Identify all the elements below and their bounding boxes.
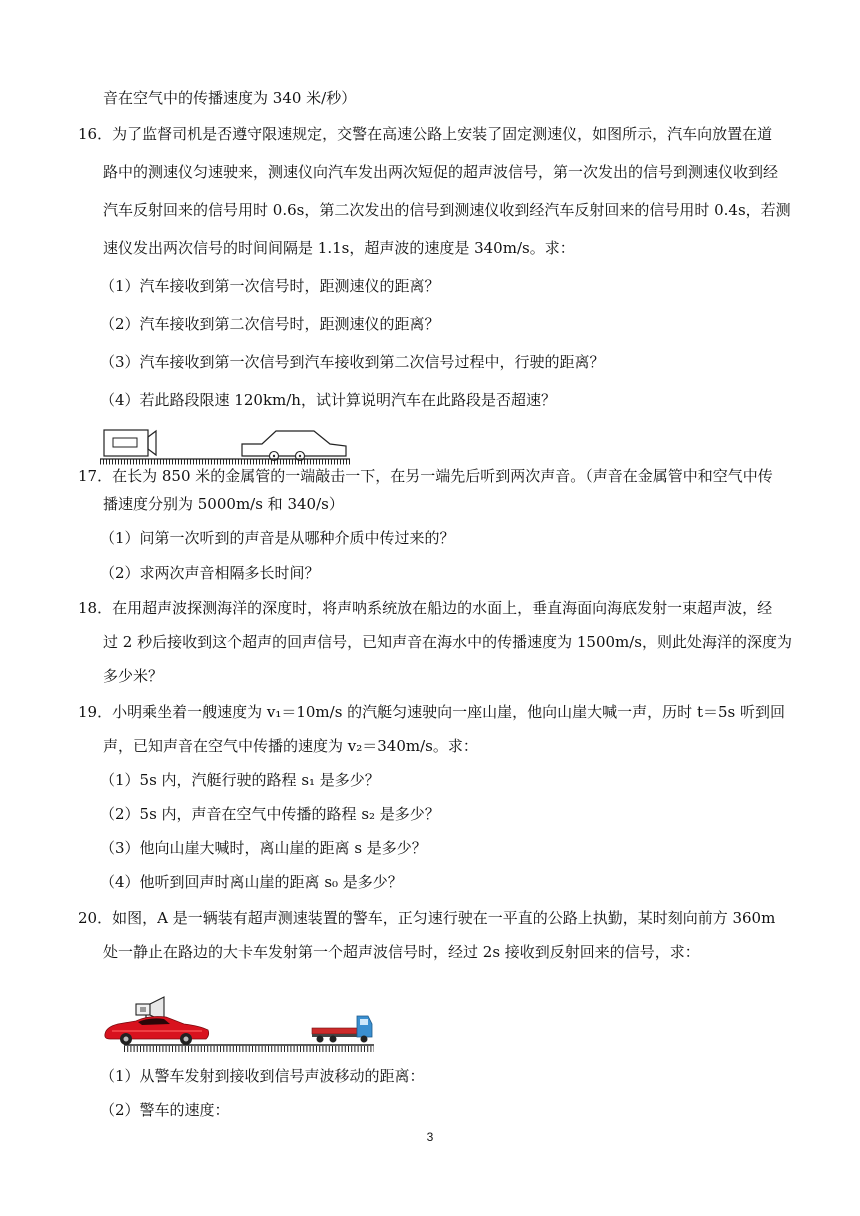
q16-sub-1: （1）汽车接收到第一次信号时，距测速仪的距离？ xyxy=(100,277,440,295)
q19-line-1: 19．小明乘坐着一艘速度为 v₁＝10m/s 的汽艇匀速驶向一座山崖，他向山崖大喊一声，历时 t＝5s 听到回 xyxy=(78,703,785,721)
page-number: 3 xyxy=(426,1130,434,1144)
q18-line-2: 过 2 秒后接收到这个超声的回声信号，已知声音在海水中的传播速度为 1500m/s，则此处海洋的深度为 xyxy=(103,633,793,651)
police-car-icon xyxy=(105,1017,209,1046)
q17-sub-1: （1）问第一次听到的声音是从哪种介质中传过来的？ xyxy=(100,529,455,547)
q19-sub-3: （3）他向山崖大喊时，离山崖的距离 s 是多少？ xyxy=(100,839,427,857)
speed-camera-figure xyxy=(100,425,352,465)
q16-sub-2: （2）汽车接收到第二次信号时，距测速仪的距离？ xyxy=(100,315,440,333)
q19-line-2: 声，已知声音在空气中传播的速度为 v₂＝340m/s。求： xyxy=(103,737,478,755)
police-car-truck-figure xyxy=(100,994,375,1056)
q17-sub-2: （2）求两次声音相隔多长时间？ xyxy=(100,564,320,582)
q20-line-1: 20．如图，A 是一辆装有超声测速装置的警车，正匀速行驶在一平直的公路上执勤，某时刻向前方 360m xyxy=(78,909,776,927)
q16-line-4: 速仪发出两次信号的时间间隔是 1.1s，超声波的速度是 340m/s。求： xyxy=(103,239,575,257)
q16-line-2: 路中的测速仪匀速驶来，测速仪向汽车发出两次短促的超声波信号，第一次发出的信号到测速仪收到经 xyxy=(103,163,779,181)
q20-sub-2: （2）警车的速度： xyxy=(100,1101,230,1119)
continuation-text: 音在空气中的传播速度为 340 米/秒） xyxy=(103,89,357,107)
q16-sub-4: （4）若此路段限速 120km/h，试计算说明汽车在此路段是否超速？ xyxy=(100,391,556,409)
q20-line-2: 处一静止在路边的大卡车发射第一个超声波信号时，经过 2s 接收到反射回来的信号，求： xyxy=(103,943,700,961)
q16-line-3: 汽车反射回来的信号用时 0.6s，第二次发出的信号到测速仪收到经汽车反射回来的信号用时 0.4s，若测 xyxy=(103,201,791,219)
q19-sub-2: （2）5s 内，声音在空气中传播的路程 s₂ 是多少？ xyxy=(100,805,440,823)
car-outline-icon xyxy=(242,431,346,461)
q20-sub-1: （1）从警车发射到接收到信号声波移动的距离： xyxy=(100,1067,425,1085)
q16-line-1: 16．为了监督司机是否遵守限速规定，交警在高速公路上安装了固定测速仪，如图所示，汽车向放置在道 xyxy=(78,125,773,143)
road-ground xyxy=(100,459,350,462)
q17-line-1: 17．在长为 850 米的金属管的一端敲击一下，在另一端先后听到两次声音。（声音在金属管中和空气中传 xyxy=(78,467,773,485)
road-ground xyxy=(124,1045,374,1049)
q17-line-2: 播速度分别为 5000m/s 和 340/s） xyxy=(103,495,344,513)
q16-sub-3: （3）汽车接收到第一次信号到汽车接收到第二次信号过程中，行驶的距离？ xyxy=(100,353,605,371)
q19-sub-4: （4）他听到回声时离山崖的距离 s₀ 是多少？ xyxy=(100,873,403,891)
speed-camera-icon xyxy=(104,430,156,456)
q19-sub-1: （1）5s 内，汽艇行驶的路程 s₁ 是多少？ xyxy=(100,771,380,789)
truck-icon xyxy=(312,1016,372,1043)
q18-line-3: 多少米？ xyxy=(103,667,164,685)
q18-line-1: 18．在用超声波探测海洋的深度时，将声呐系统放在船边的水面上，垂直海面向海底发射一束超声波，经 xyxy=(78,599,773,617)
